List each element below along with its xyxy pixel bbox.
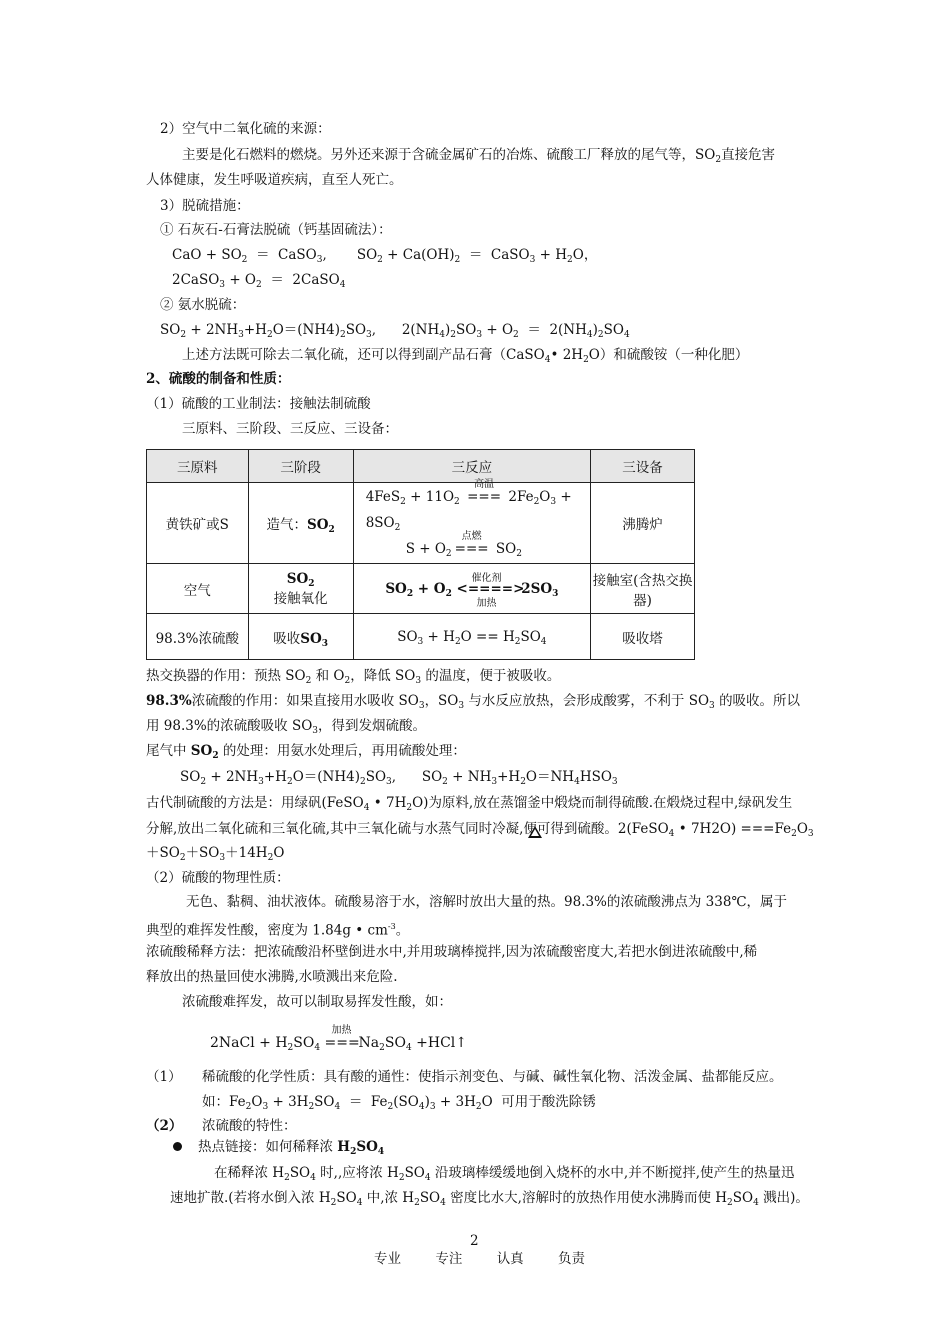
bullet-icon [173,1142,182,1151]
paragraph: 稀硫酸的化学性质：具有酸的通性：使指示剂变色、与碱、碱性氧化物、活泼金属、盐都能反应。 [202,1069,783,1085]
table-cell: $4FeS_2 + 11O_2$ 高温 === $2Fe_2O_3 + 8SO_2$ $S + O_2$ 点燃 === $SO_2$ [353,483,590,564]
table-cell: 沸腾炉 [591,483,695,564]
contact-process-table [146,449,695,660]
paragraph: 无色、黏稠、油状液体。硫酸易溶于水，溶解时放出大量的热。98.3%的浓硫酸沸点为 338℃，属于 [186,894,788,910]
paragraph: 古代制硫酸的方法是：用绿矾(FeSO$_4$ • $7H_2O$)为原料,放在蒸馏釜中煅烧而制得硫酸.在煅烧过程中,绿矾发生 [146,795,793,813]
table-header: 三反应 [353,450,590,483]
heat-triangle-icon [528,826,542,838]
equation: 如：$Fe_2O_3 + 3H_2SO_4 = Fe_2(SO_4)_3 + 3H_2O$ 可用于酸洗除锈 [202,1094,596,1112]
table-cell: 吸收塔 [591,614,695,660]
paragraph: 98.3%浓硫酸的作用：如果直接用水吸收 $SO_3$，$SO_3$ 与水反应放热，会形成酸雾，不利于 $SO_3$ 的吸收。所以 [146,693,801,711]
section-3-heading: 3）脱硫措施： [160,198,250,214]
method-heading: ① 石灰石-石膏法脱硫（钙基固硫法）： [160,222,392,238]
paragraph: 浓硫酸难挥发，故可以制取易挥发性酸，如： [182,994,452,1010]
table-header: 三阶段 [248,450,353,483]
table-cell: 黄铁矿或S [147,483,249,564]
list-item: （1） [146,1069,182,1085]
paragraph: 上述方法既可除去二氧化硫，还可以得到副产品石膏（CaSO$_4$• $2H_2O$）和硫酸铵（一种化肥） [182,347,749,365]
table-cell: $SO_2$ 接触氧化 [248,564,353,614]
table-cell: 98.3%浓硫酸 [147,614,249,660]
table-cell: $SO_2 + O_2$ 催化剂 <====> 加热 $2SO_3$ [353,564,590,614]
table-row [147,614,695,660]
subsection-heading: （2）硫酸的物理性质： [146,870,290,886]
paragraph: 分解,放出二氧化硫和三氧化硫,其中三氧化硫与水蒸气同时冷凝,便可得到硫酸。2(FeSO$_4$ • $7H2O) ===Fe_2O_3$ [146,821,814,839]
paragraph: 主要是化石燃料的燃烧。另外还来源于含硫金属矿石的冶炼、硫酸工厂释放的尾气等，$SO_2$直接危害 [182,147,776,165]
equation: 2CaSO$_3$ + $O_2$ ＝ 2CaSO$_4$ [172,272,346,290]
paragraph: 释放出的热量回使水沸腾,水喷溅出来危险. [146,969,398,985]
paragraph: 热点链接：如何稀释浓 $H_2SO_4$ [198,1139,385,1157]
paragraph: 三原料、三阶段、三反应、三设备： [182,421,398,437]
paragraph: 用 98.3%的浓硫酸吸收 $SO_3$，得到发烟硫酸。 [146,718,427,736]
table-header-row [147,450,695,483]
subsection-heading: （1）硫酸的工业制法：接触法制硫酸 [146,396,371,412]
table-cell: $SO_3 + H_2O == H_2SO_4$ [353,614,590,660]
paragraph: 浓硫酸的特性： [202,1118,297,1134]
paragraph: 浓硫酸稀释方法：把浓硫酸沿杯壁倒进水中,并用玻璃棒搅拌,因为浓硫酸密度大,若把水倒进浓硫酸中,稀 [146,944,758,960]
table-cell: 空气 [147,564,249,614]
footer-slogan: 专业 专注 认真 负责 [374,1251,586,1267]
paragraph: 人体健康，发生呼吸道疾病，直至人死亡。 [146,172,403,188]
table-cell: 造气：$SO_2$ [248,483,353,564]
table-cell: 吸收$SO_3$ [248,614,353,660]
method-heading: ② 氨水脱硫： [160,297,246,313]
paragraph: 尾气中 $SO_2$ 的处理：用氨水处理后，再用硫酸处理： [146,743,466,761]
table-header: 三原料 [147,450,249,483]
section-heading: 2、硫酸的制备和性质： [146,371,291,387]
paragraph: 在稀释浓 $H_2SO_4$ 时,,应将浓 $H_2SO_4$ 沿玻璃棒缓缓地倒入烧杯的水中,并不断搅拌,使产生的热量迅 [214,1165,795,1183]
page-number: 2 [470,1233,479,1249]
table-header: 三设备 [591,450,695,483]
list-item: （2） [146,1118,183,1134]
paragraph: 热交换器的作用：预热 $SO_2$ 和 $O_2$，降低 $SO_3$ 的温度，便于被吸收。 [146,668,561,686]
section-2-heading: 2）空气中二氧化硫的来源： [160,121,331,137]
equation: $SO_2 + 2NH_3+H_2O=(NH4)_2SO_3$, $2(NH_4)_2SO_3 + O_2 = 2(NH_4)_2SO_4$ [160,322,630,340]
equation: $SO_2 + 2NH_3+H_2O=(NH4)_2SO_3$, $SO_2 + NH_3+H_2O=NH_4HSO_3$ [180,769,618,787]
table-cell: 接触室(含热交换器) [591,564,695,614]
table-row [147,483,695,564]
paragraph: 典型的难挥发性酸，密度为 1.84g • $cm^{-3}$。 [146,922,410,939]
paragraph: 速地扩散.(若将水倒入浓 $H_2SO_4$ 中,浓 $H_2SO_4$ 密度比水大,溶解时的放热作用使水沸腾而使 $H_2SO_4$ 溅出)。 [170,1190,809,1208]
equation: $+SO_2+SO_3+14H_2O$ [146,845,285,863]
equation: CaO + $SO_2$ ＝ CaSO$_3$, $SO_2 + Ca(OH)_2$ ＝ CaSO$_3$ + $H_2O$， [172,247,598,265]
equation: 2NaCl + $H_2SO_4$ 加热 $===Na_2SO_4$ +HCl↑ [210,1025,468,1053]
table-row [147,564,695,614]
